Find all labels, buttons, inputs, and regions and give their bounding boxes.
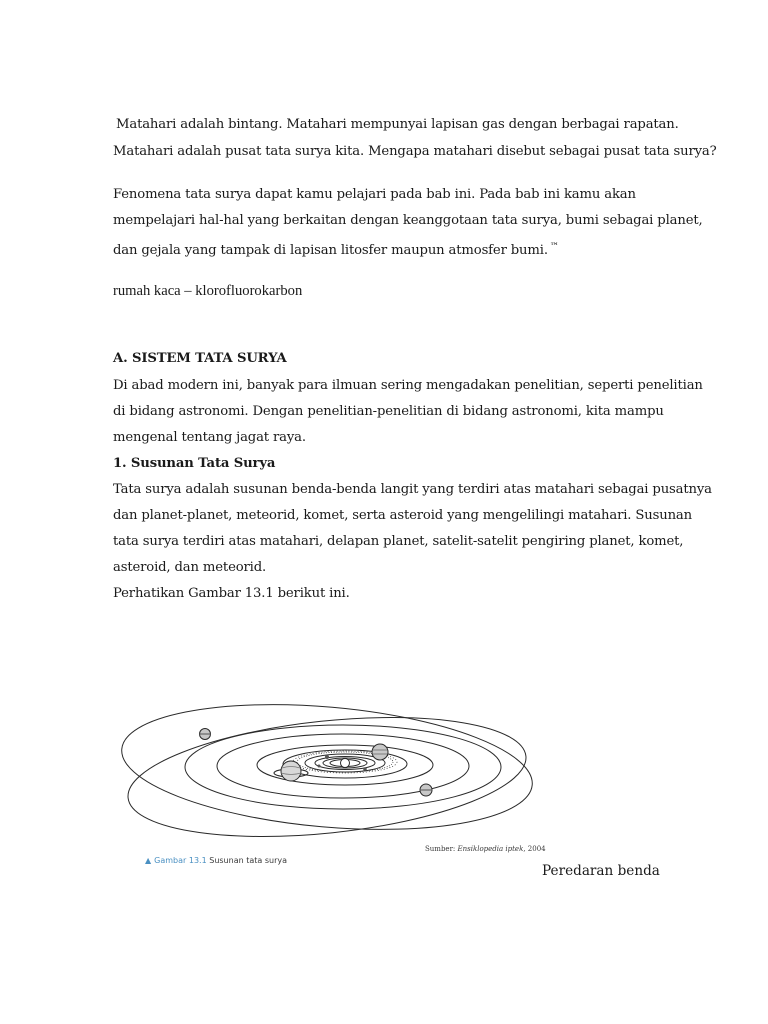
figure-source — [425, 845, 546, 853]
small-planet-icon — [363, 767, 367, 771]
subsection-heading: 1. Susunan Tata Surya — [113, 456, 276, 471]
caption-label: Gambar 13.1 — [154, 856, 207, 865]
caption-marker-icon: ▲ — [145, 856, 152, 865]
figure-caption — [145, 856, 287, 865]
trailing-text: Peredaran benda — [542, 863, 660, 879]
jupiter-planet-icon — [372, 744, 388, 760]
paragraph-line — [113, 238, 559, 260]
paragraph-line: mempelajari hal-hal yang berkaitan dengan keanggotaan tata surya, bumi sebagai planet, — [113, 213, 703, 228]
neptune-planet-icon — [420, 784, 432, 796]
source-title: Ensiklopedia iptek, — [457, 845, 526, 853]
paragraph-line: rumah kaca – klorofluorokarbon — [113, 283, 303, 299]
uranus-planet-icon — [199, 729, 211, 740]
caption-text: Susunan tata surya — [209, 856, 287, 865]
trademark-symbol: ™ — [549, 242, 559, 252]
source-label: Sumber: — [425, 845, 456, 853]
source-year: 2004 — [527, 845, 546, 853]
orbit-outer-1 — [117, 695, 538, 845]
paragraph-line: Fenomena tata surya dapat kamu pelajari pada bab ini. Pada bab ini kamu akan — [113, 187, 636, 202]
paragraph-line: asteroid, dan meteorid. — [113, 560, 267, 575]
paragraph-line: Di abad modern ini, banyak para ilmuan sering mengadakan penelitian, seperti penelitian — [113, 378, 703, 393]
paragraph-line: Tata surya adalah susunan benda-benda langit yang terdiri atas matahari sebagai pusatnya — [113, 482, 712, 497]
paragraph-line: mengenal tentang jagat raya. — [113, 430, 306, 445]
paragraph-line: Matahari adalah pusat tata surya kita. Mengapa matahari disebut sebagai pusat tata surya? — [113, 144, 717, 159]
paragraph-line: Matahari adalah bintang. Matahari mempunyai lapisan gas dengan berbagai rapatan. — [116, 117, 679, 132]
solar-system-figure — [115, 695, 540, 870]
small-planet-icon — [318, 765, 321, 768]
small-planet-icon — [325, 755, 329, 759]
paragraph-line: di bidang astronomi. Dengan penelitian-penelitian di bidang astronomi, kita mampu — [113, 404, 664, 419]
section-heading: A. SISTEM TATA SURYA — [113, 351, 287, 366]
paragraph-line: tata surya terdiri atas matahari, delapan planet, satelit-satelit pengiring planet, komet, — [113, 534, 684, 549]
sun-icon — [341, 759, 350, 768]
paragraph-text: dan gejala yang tampak di lapisan litosfer maupun atmosfer bumi. — [113, 243, 548, 258]
paragraph-line: Perhatikan Gambar 13.1 berikut ini. — [113, 586, 350, 601]
paragraph-line: dan planet-planet, meteorid, komet, serta asteroid yang mengelilingi matahari. Susunan — [113, 508, 692, 523]
